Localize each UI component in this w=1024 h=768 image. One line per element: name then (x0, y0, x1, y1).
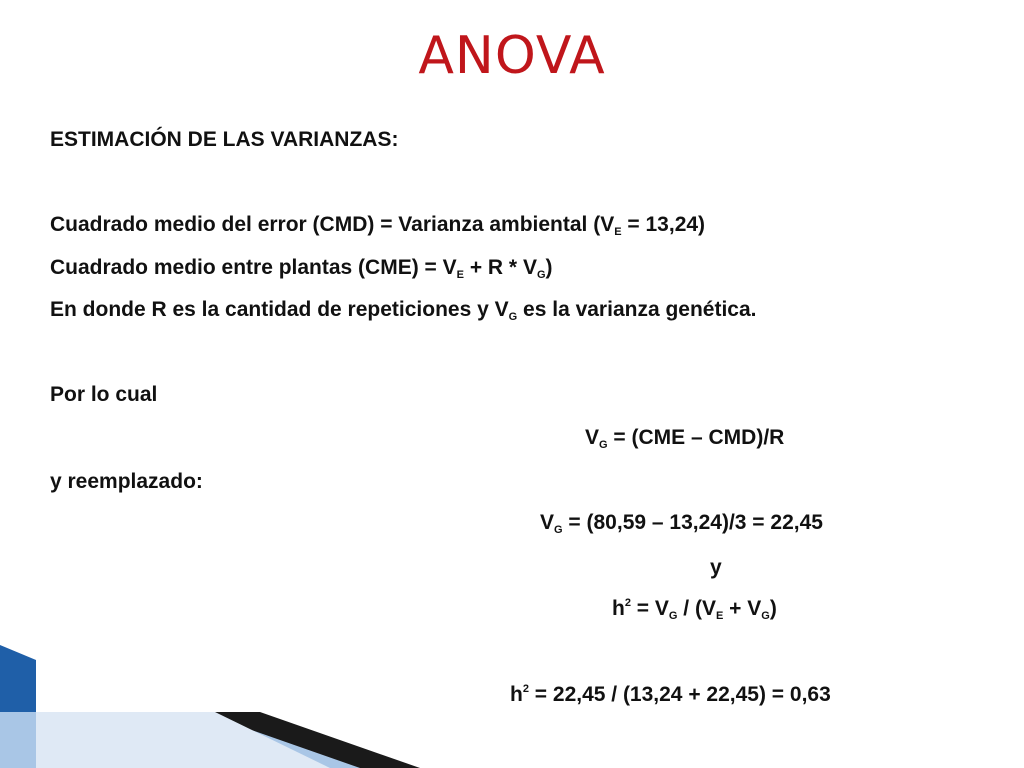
cme-sub-g: G (536, 269, 546, 281)
cmd-text-post: = 13,24) (621, 213, 706, 236)
r-explanation (50, 298, 757, 323)
cmd-sub-e: E (614, 226, 622, 238)
vg-formula-v: V (585, 426, 600, 449)
corner-dark-stripe (200, 712, 420, 768)
heritability-result (510, 683, 831, 707)
r-sub-g: G (508, 311, 518, 323)
h2-post: ) (769, 597, 777, 620)
vg-substitution (540, 511, 823, 536)
h2-mid2: / (V (677, 597, 716, 620)
corner-light-wedge (0, 712, 400, 768)
h2-sub-g1: G (668, 610, 678, 622)
por-lo-cual-label: Por lo cual (50, 383, 158, 406)
r-text-post: es la varianza genética. (517, 298, 757, 321)
cme-text-mid: + R * V (464, 256, 537, 279)
h2-result-sup: 2 (522, 683, 529, 695)
h2-sub-e: E (715, 610, 724, 622)
vg-formula (585, 426, 784, 451)
cme-text-pre: Cuadrado medio entre plantas (CME) = V (50, 256, 457, 279)
h2-mid3: + V (723, 597, 762, 620)
slide-title: ANOVA (418, 26, 606, 86)
section-heading: ESTIMACIÓN DE LAS VARIANZAS: (50, 128, 399, 151)
cme-text-post: ) (545, 256, 553, 279)
corner-blue-wedge (0, 645, 36, 768)
vg-sub-v: V (540, 511, 555, 534)
cme-definition (50, 256, 553, 281)
h2-result-rest: = 22,45 / (13,24 + 22,45) = 0,63 (528, 683, 831, 706)
y-connector: y (710, 556, 722, 579)
corner-white-stripe (36, 712, 330, 768)
h2-h: h (612, 597, 625, 620)
r-text-pre: En donde R es la cantidad de repeticiones y V (50, 298, 509, 321)
reemplazado-label: y reemplazado: (50, 470, 203, 493)
h2-result-h: h (510, 683, 523, 706)
h2-mid1: = V (630, 597, 669, 620)
cmd-text-pre: Cuadrado medio del error (CMD) = Varianza ambiental (V (50, 213, 615, 236)
cme-sub-e: E (456, 269, 464, 281)
vg-formula-rest: = (CME – CMD)/R (607, 426, 785, 449)
cmd-definition (50, 213, 705, 238)
vg-sub-rest: = (80,59 – 13,24)/3 = 22,45 (562, 511, 823, 534)
vg-formula-sub: G (599, 439, 608, 451)
h2-sub-g2: G (761, 610, 770, 622)
h2-sup: 2 (624, 597, 631, 609)
heritability-formula (612, 597, 777, 622)
vg-sub-sub: G (554, 524, 563, 536)
